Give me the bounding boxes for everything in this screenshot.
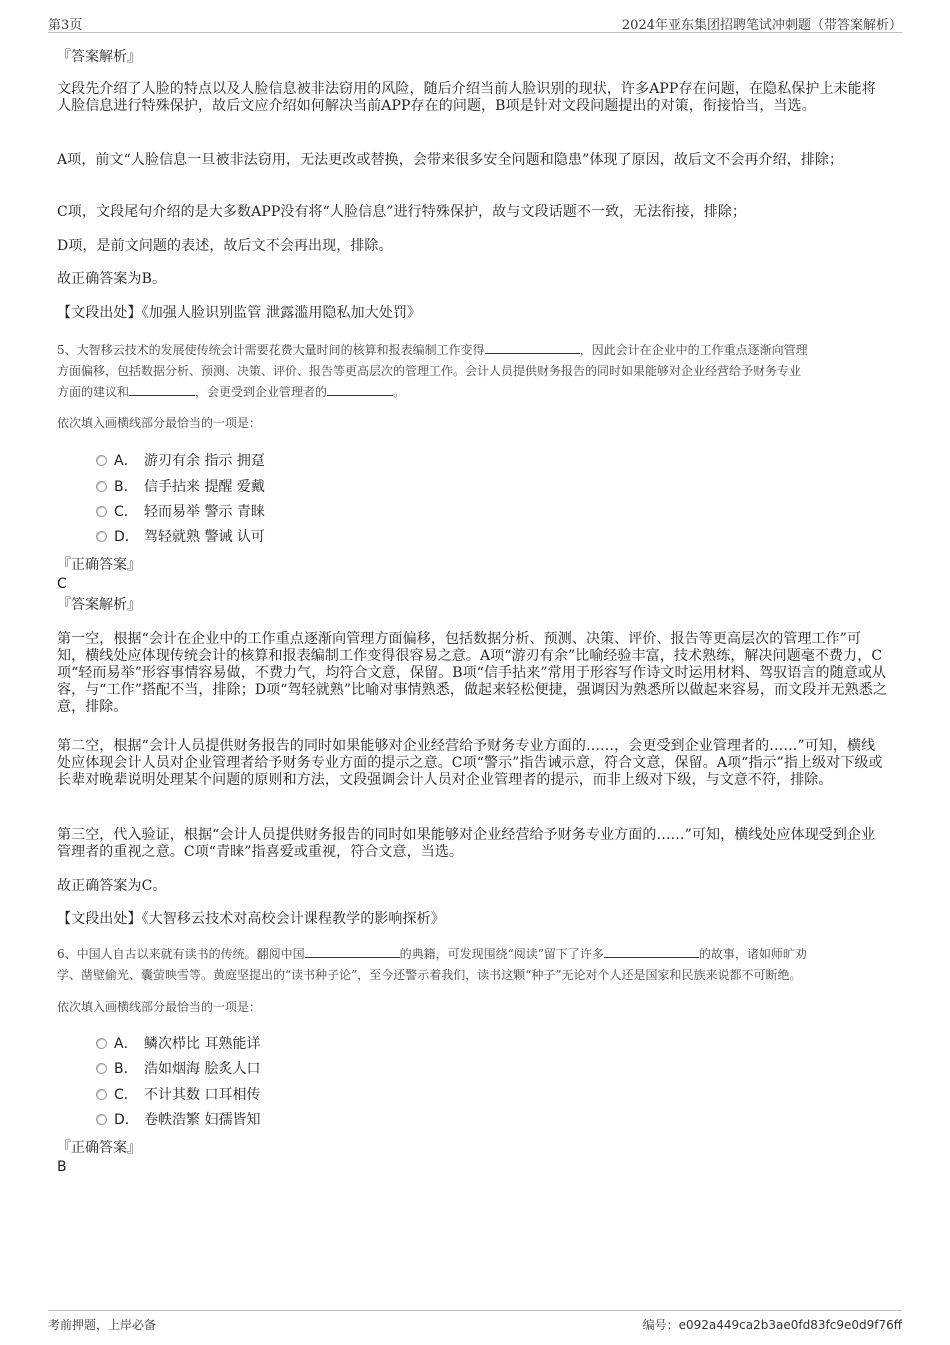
blank-3 (327, 384, 393, 396)
radio-button[interactable] (96, 1089, 107, 1100)
q4-analysis-p4: D项，是前文问题的表述，故后文不会再出现，排除。 (57, 238, 393, 254)
q5-prompt: 依次填入画横线部分最恰当的一项是： (57, 416, 262, 430)
document-title: 2024年亚东集团招聘笔试冲刺题（带答案解析） (621, 18, 902, 33)
q6-option-b[interactable]: B． 浩如烟海 脍炙人口 (96, 1059, 260, 1079)
radio-button[interactable] (96, 481, 107, 492)
q4-analysis-p3: C项，文段尾句介绍的是大多数APP没有将“人脸信息”进行特殊保护，故与文段话题不一致，无法衔接，排除； (57, 204, 747, 220)
page-number: 第3页 (48, 18, 83, 33)
q5-analysis-p2: 第二空，根据“会计人员提供财务报告的同时如果能够对企业经营给予财务专业方面的……，会更受到企业管理者的……”可知，横线处应体现会计人员对企业管理者给予财务专业方面的提示之意。C项“警示”指告诫示意，符合文意，保留。A项“指示”指上级对下级或长辈对晚辈说明处理某个问题的原则和方法，文段强调会计人员对企业管理者的提示，而非上级对下级，与文意不符，排除。 (57, 738, 883, 788)
q5-option-c[interactable]: C． 轻而易举 警示 青睐 (96, 502, 265, 522)
blank-1 (485, 342, 580, 354)
q5-correct-label: 『正确答案』 (57, 557, 141, 573)
q5-option-a[interactable]: A． 游刃有余 指示 拥趸 (96, 451, 265, 471)
q5-analysis-p1: 第一空，根据“会计在企业中的工作重点逐渐向管理方面偏移，包括数据分析、预测、决策、评价、报告等更高层次的管理工作”可知，横线处应体现传统会计的核算和报表编制工作变得很容易之意。A项“游刃有余”比喻经验丰富，技术熟练，解决问题毫不费力，C项“轻而易举”形容事情容易做，不费力气，均符合文意，保留。B项“信手拈来”常用于形容写作诗文时运用材料、驾驭语言的随意或从容，与“工作”搭配不当，排除；D项“驾轻就熟”比喻对事情熟悉，做起来轻松便捷，强调因为熟悉所以做起来容易，而文段并无熟悉之意，排除。 (57, 631, 887, 715)
radio-button[interactable] (96, 1038, 107, 1049)
q6-correct-label: 『正确答案』 (57, 1140, 141, 1156)
q6-prompt: 依次填入画横线部分最恰当的一项是： (57, 1000, 262, 1014)
q5-analysis-label: 『答案解析』 (57, 597, 141, 613)
page-footer (48, 1310, 902, 1339)
radio-button[interactable] (96, 531, 107, 542)
q6-option-d[interactable]: D． 卷帙浩繁 妇孺皆知 (96, 1110, 260, 1130)
q4-analysis-p1: 文段先介绍了人脸的特点以及人脸信息被非法窃用的风险，随后介绍当前人脸识别的现状，许多APP存在问题，在隐私保护上未能将人脸信息进行特殊保护，故后文应介绍如何解决当前APP存在的问题，B项是针对文段问题提出的对策，衔接恰当，当选。 (57, 81, 876, 114)
q4-analysis-p2: A项，前文“人脸信息一旦被非法窃用，无法更改或替换，会带来很多安全问题和隐患”体现了原因，故后文不会再介绍，排除； (57, 152, 844, 168)
q4-analysis-label: 『答案解析』 (57, 49, 141, 65)
q5-option-d[interactable]: D． 驾轻就熟 警诫 认可 (96, 527, 265, 547)
q5-correct-answer: C (57, 576, 67, 592)
q5-option-b[interactable]: B． 信手拈来 提醒 爱戴 (96, 477, 265, 497)
q4-conclusion: 故正确答案为B。 (57, 271, 167, 287)
blank-1 (305, 946, 400, 958)
document-id: 编号：e092a449ca2b3ae0fd83fc9e0d9f76ff (642, 1318, 902, 1332)
q6-option-c[interactable]: C． 不计其数 口耳相传 (96, 1085, 260, 1105)
radio-button[interactable] (96, 1114, 107, 1125)
radio-button[interactable] (96, 455, 107, 466)
q6-correct-answer: B (57, 1159, 67, 1175)
q5-analysis-p3: 第三空，代入验证，根据“会计人员提供财务报告的同时如果能够对企业经营给予财务专业方面的……”可知，横线处应体现受到企业管理者的重视之意。C项“青睐”指喜爱或重视，符合文意，当选。 (57, 827, 876, 860)
q6-stem: 6、中国人自古以来就有读书的传统。翻阅中国 的典籍，可发现围绕“阅读”留下了许多 的故事，诸如师旷劝 学、凿壁偷光、囊萤映雪等。黄庭坚提出的“读书种子论”，至今还警示着我们，读书这颗“种子”无论对个人还是国家和民族来说都不可断绝。 (57, 947, 807, 982)
q5-conclusion: 故正确答案为C。 (57, 878, 167, 894)
q5-stem: 5、大智移云技术的发展使传统会计需要花费大量时间的核算和报表编制工作变得 ，因此会计在企业中的工作重点逐渐向管理 方面偏移，包括数据分析、预测、决策、评价、报告等更高层次的管理工作。会计人员提供财务报告的同时如果能够对企业经营给予财务专业 方面的建议和 ，会更受到企业管理者的 。 (57, 343, 808, 399)
blank-2 (129, 384, 195, 396)
radio-button[interactable] (96, 506, 107, 517)
q6-option-a[interactable]: A． 鳞次栉比 耳熟能详 (96, 1034, 260, 1054)
footer-slogan: 考前押题，上岸必备 (48, 1318, 157, 1332)
q4-source: 【文段出处】《加强人脸识别监管 泄露滥用隐私加大处罚》 (57, 305, 422, 321)
blank-2 (604, 946, 699, 958)
page-header (48, 10, 902, 33)
q5-source: 【文段出处】《大智移云技术对高校会计课程教学的影响探析》 (57, 911, 445, 927)
radio-button[interactable] (96, 1063, 107, 1074)
